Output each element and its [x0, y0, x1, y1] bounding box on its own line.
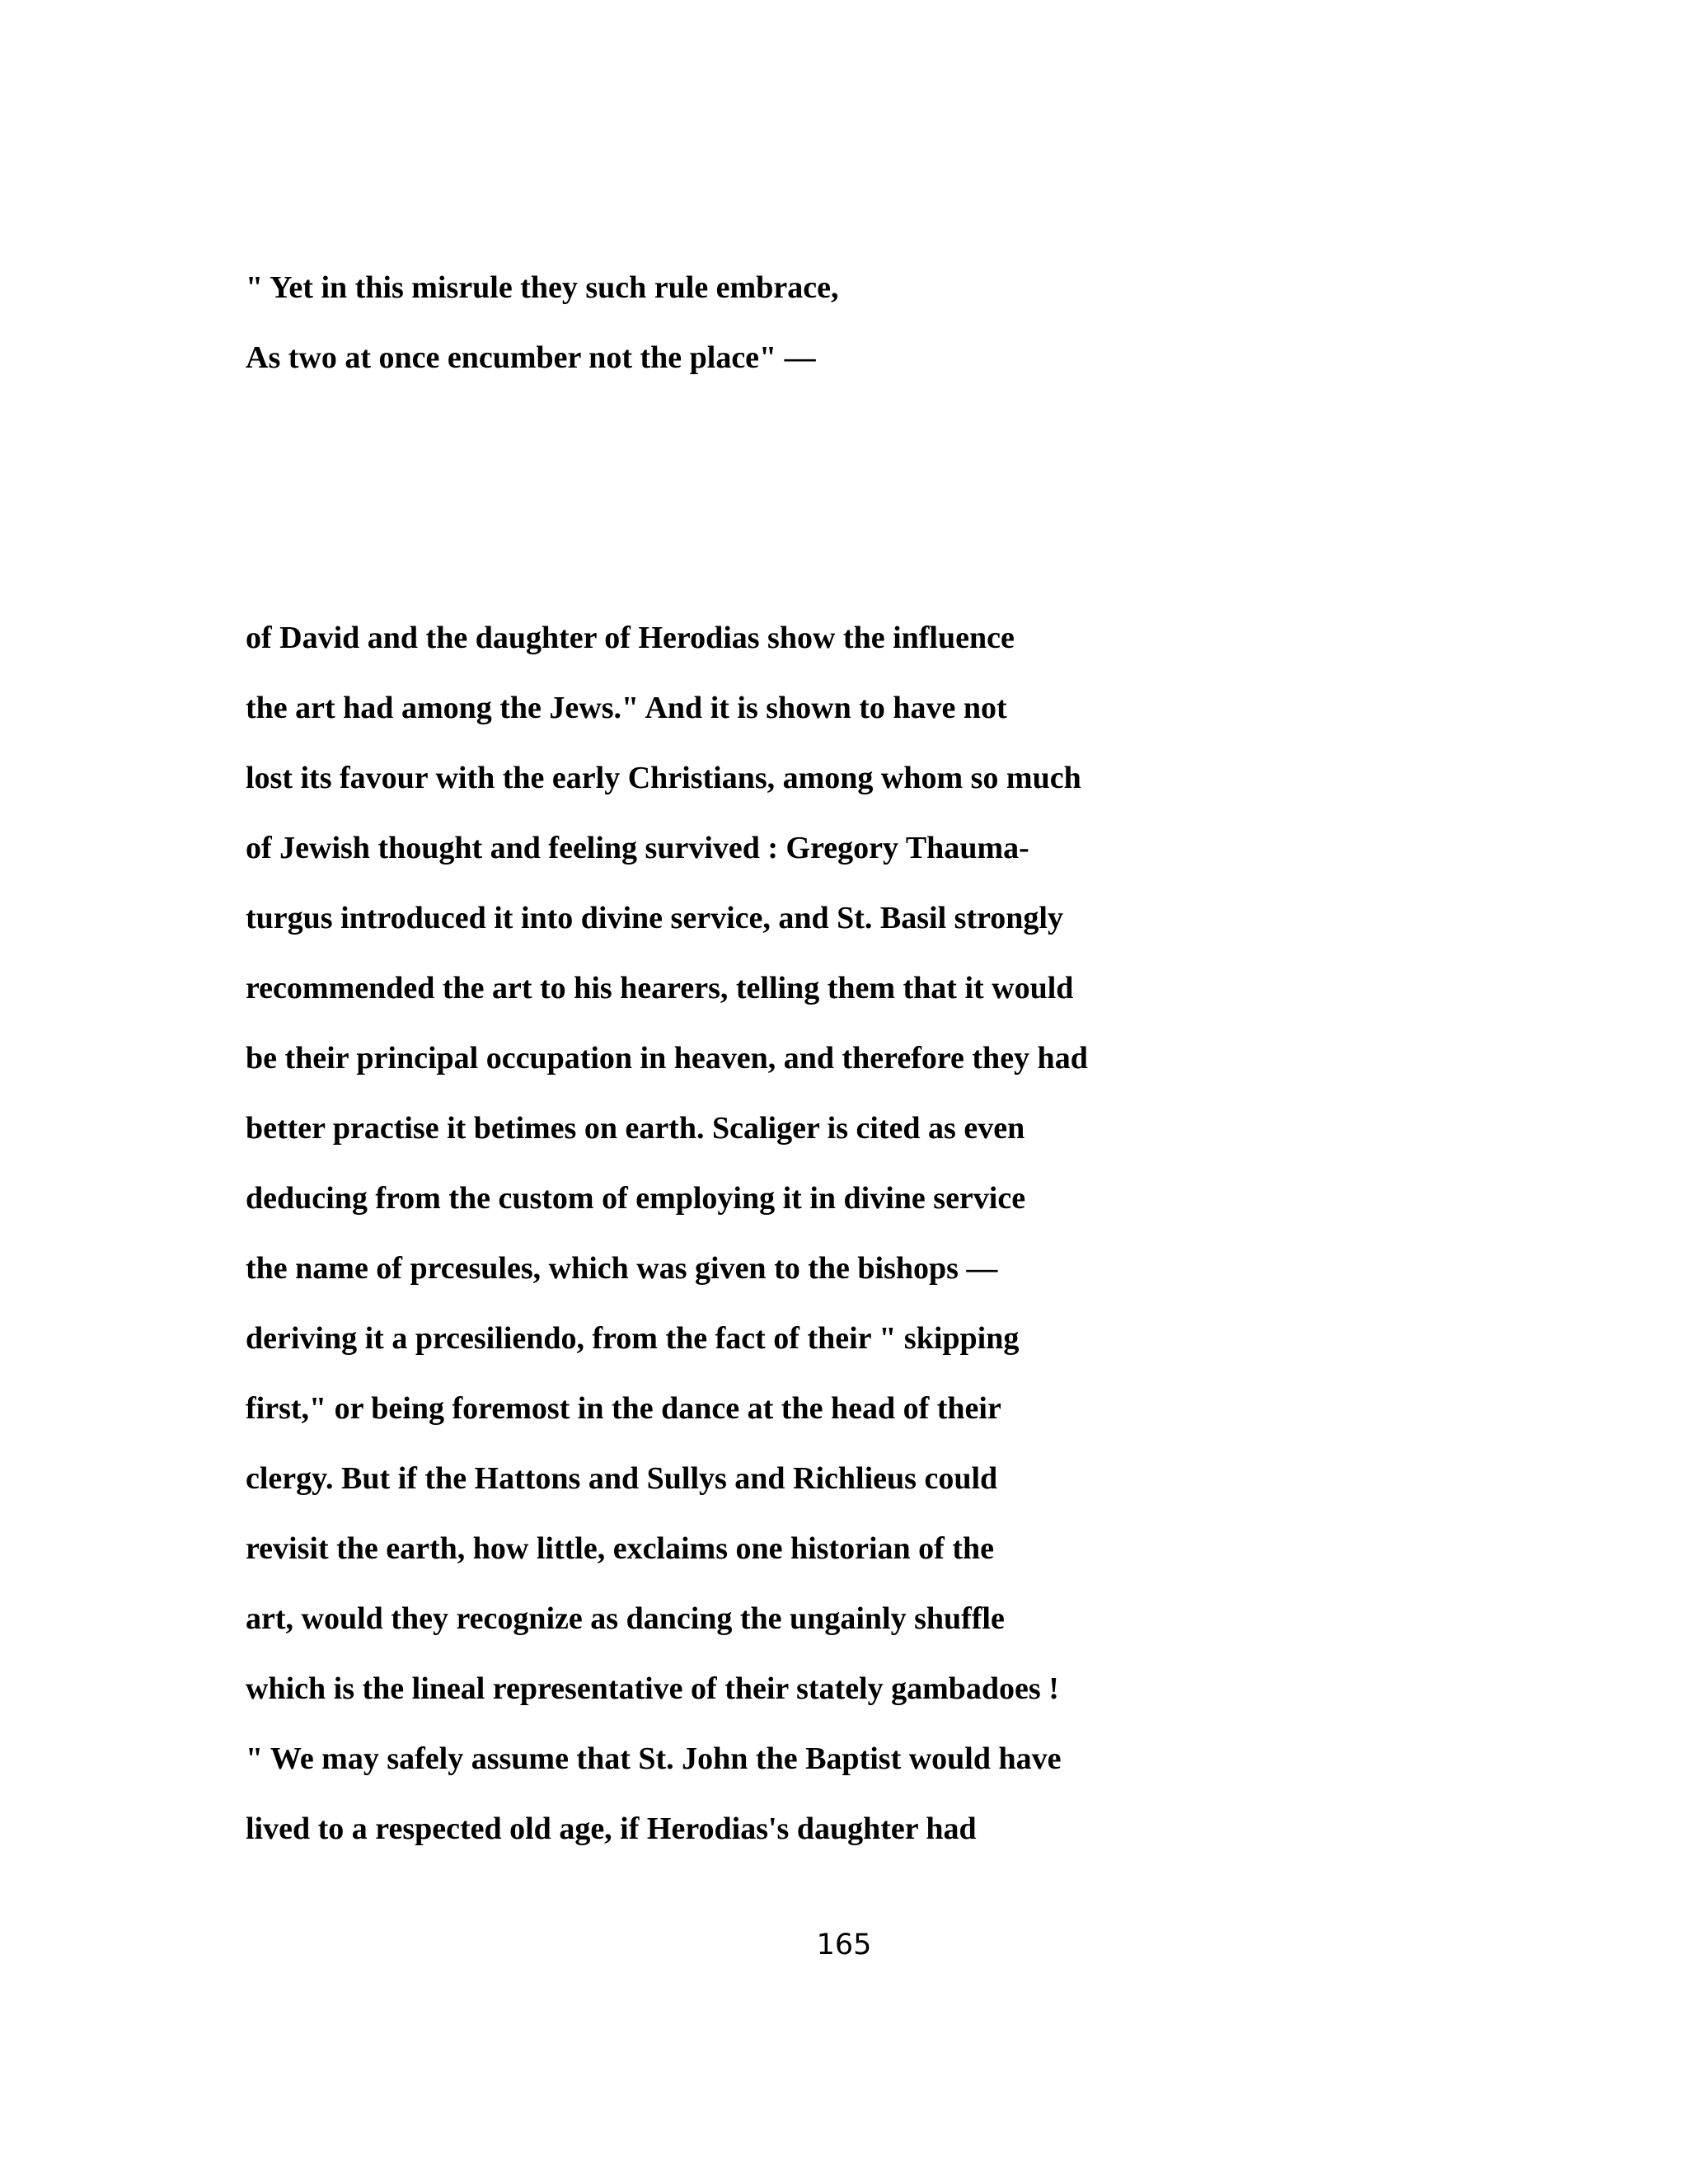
- page-number: 165: [816, 1929, 872, 1961]
- text-line: which is the lineal representative of their stately gambadoes !: [246, 1671, 1059, 1706]
- text-line: recommended the art to his hearers, telling them that it would: [246, 971, 1074, 1005]
- text-line: deriving it a prcesiliendo, from the fact of their " skipping: [246, 1321, 1020, 1356]
- text-line: the art had among the Jews." And it is shown to have not: [246, 691, 1007, 725]
- text-line: the name of prcesules, which was given to the bishops —: [246, 1251, 998, 1286]
- text-line: lost its favour with the early Christians, among whom so much: [246, 761, 1081, 795]
- text-line: revisit the earth, how little, exclaims one historian of the: [246, 1531, 994, 1566]
- text-line: of David and the daughter of Herodias show the influence: [246, 621, 1015, 655]
- text-line: deducing from the custom of employing it in divine service: [246, 1181, 1026, 1216]
- text-line: better practise it betimes on earth. Scaliger is cited as even: [246, 1111, 1025, 1146]
- text-line: turgus introduced it into divine service, and St. Basil strongly: [246, 901, 1063, 935]
- verse-line: As two at once encumber not the place" —: [246, 340, 816, 375]
- text-line: first," or being foremost in the dance at the head of their: [246, 1391, 1001, 1426]
- text-line: of Jewish thought and feeling survived : Gregory Thauma-: [246, 831, 1029, 865]
- verse-line: " Yet in this misrule they such rule embrace,: [246, 270, 839, 305]
- text-line: lived to a respected old age, if Herodias's daughter had: [246, 1811, 977, 1846]
- text-line: clergy. But if the Hattons and Sullys and Richlieus could: [246, 1461, 998, 1496]
- text-line: " We may safely assume that St. John the Baptist would have: [246, 1741, 1062, 1776]
- text-line: art, would they recognize as dancing the ungainly shuffle: [246, 1601, 1005, 1636]
- text-line: be their principal occupation in heaven, and therefore they had: [246, 1041, 1088, 1076]
